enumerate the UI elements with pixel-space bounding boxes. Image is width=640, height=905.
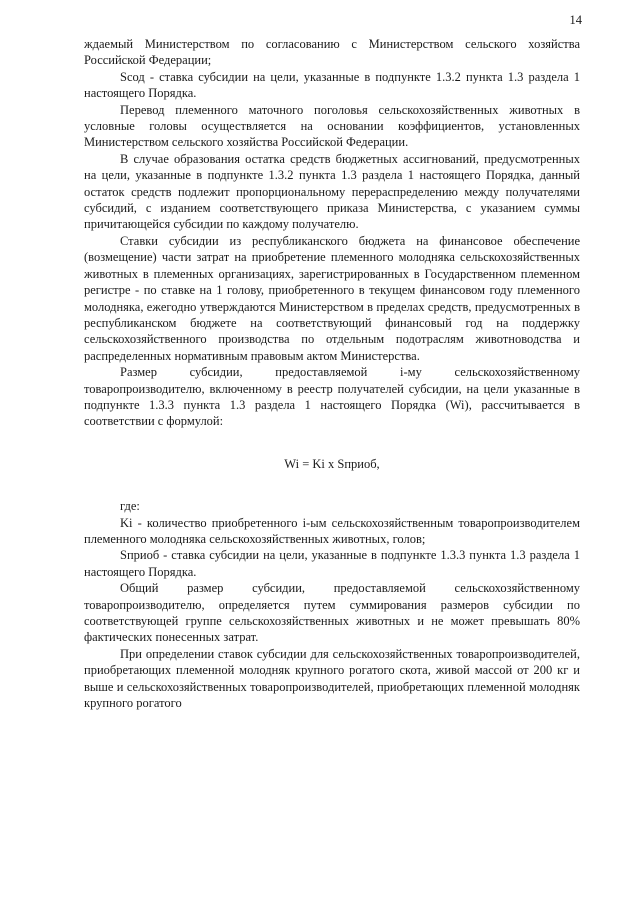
paragraph-total-size: Общий размер субсидии, предоставляемой сельскохозяйственному товаропроизводителю, определяется путем суммирования размеров субсидии по соответствующей группе сельскохозяйственных животных и не может превышать 80% фактических понесенных затрат. — [84, 581, 580, 645]
paragraph-ki-definition: Ki - количество приобретенного i-ым сельскохозяйственным товаропроизводителем племенного молодняка сельскохозяйственных животных, голов; — [84, 515, 580, 546]
formula: Wi = Ki x Sприоб, — [284, 456, 380, 471]
paragraph-rate-determination: При определении ставок субсидии для сельскохозяйственных товаропроизводителей, приобретающих племенной молодняк крупного рогатого скота, живой массой от 200 кг и выше и сельскохозяйственных товаропроизводителей, приобретающих племенной молодняк крупного рогатого — [84, 646, 580, 711]
paragraph-remainder: В случае образования остатка средств бюджетных ассигнований, предусмотренных на цели, указанные в подпункте 1.3.2 пункта 1.3 раздела 1 настоящего Порядка, данный остаток средств подлежит пропорциональному перераспределению между получателями субсидий, с изданием соответствующего приказа Министерства, с указанием суммы причитающейся субсидии по каждому получателю. — [84, 151, 580, 232]
paragraph-conversion: Перевод племенного маточного поголовья сельскохозяйственных животных в условные головы осуществляется на основании коэффициентов, установленных Министерством сельского хозяйства Российской Федерации. — [84, 102, 580, 150]
paragraph-rates: Ставки субсидии из республиканского бюджета на финансовое обеспечение (возмещение) части затрат на приобретение племенного молодняка сельскохозяйственных животных в племенных организациях, зарегистрированных в Государственном племенном регистре - по ставке на 1 голову, приобретенного в текущем финансовом году племенного молодняка, ежегодно утверждаются Министерством в пределах средств, предусмотренных в республиканском бюджете на соответствующий финансовый год на поддержку сельскохозяйственного производства по отдельным подотраслям животноводства и распределенных нормативным правовым актом Министерства. — [84, 233, 580, 363]
formula-where: где: — [120, 499, 140, 514]
paragraph-spriob-definition: Sприоб - ставка субсидии на цели, указанные в подпункте 1.3.3 пункта 1.3 раздела 1 настоящего Порядка. — [84, 548, 580, 579]
paragraph-subsidy-size: Размер субсидии, предоставляемой i-му сельскохозяйственному товаропроизводителю, включенному в реестр получателей субсидии, на цели указанные в подпункте 1.3.3 пункта 1.3 раздела 1 настоящего Порядка (Wi), рассчитывается в соответствии с формулой: — [84, 365, 580, 429]
paragraph-scod-definition: Sсод - ставка субсидии на цели, указанные в подпункте 1.3.2 пункта 1.3 раздела 1 настоящего Порядка. — [84, 69, 580, 101]
page-number: 14 — [569, 13, 582, 27]
document-body — [84, 36, 580, 711]
paragraph-continuation: ждаемый Министерством по согласованию с Министерством сельского хозяйства Российской Федерации; — [84, 37, 580, 68]
